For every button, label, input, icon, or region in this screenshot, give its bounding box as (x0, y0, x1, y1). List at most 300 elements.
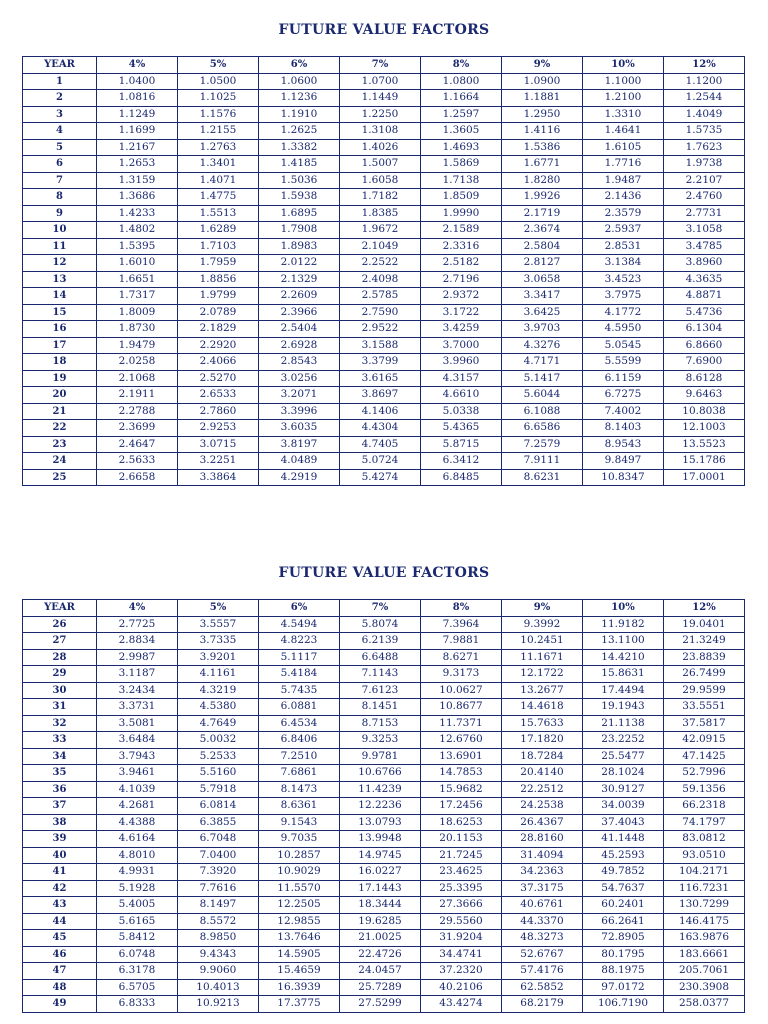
factor-cell: 1.3401 (178, 156, 259, 173)
factor-cell: 1.7317 (97, 288, 178, 305)
factor-cell: 5.6165 (97, 913, 178, 930)
factor-cell: 116.7231 (664, 880, 745, 897)
factor-cell: 66.2318 (664, 798, 745, 815)
table-row (23, 403, 745, 420)
year-cell: 5 (23, 139, 97, 156)
table-row (23, 946, 745, 963)
factor-cell: 24.2538 (502, 798, 583, 815)
table-row (23, 156, 745, 173)
year-cell: 29 (23, 666, 97, 683)
table-row (23, 255, 745, 272)
factor-cell: 40.2106 (421, 979, 502, 996)
factor-cell: 3.9201 (178, 649, 259, 666)
factor-cell: 5.7435 (259, 682, 340, 699)
table-header-row (23, 600, 745, 617)
factor-cell: 1.0500 (178, 73, 259, 90)
factor-cell: 6.0881 (259, 699, 340, 716)
year-cell: 20 (23, 387, 97, 404)
factor-cell: 15.1786 (664, 453, 745, 470)
factor-cell: 2.1049 (340, 238, 421, 255)
factor-cell: 25.3395 (421, 880, 502, 897)
factor-cell: 33.5551 (664, 699, 745, 716)
factor-cell: 62.5852 (502, 979, 583, 996)
factor-cell: 1.5735 (664, 123, 745, 140)
factor-cell: 5.8715 (421, 436, 502, 453)
factor-cell: 37.5817 (664, 715, 745, 732)
factor-cell: 4.5380 (178, 699, 259, 716)
factor-cell: 2.4760 (664, 189, 745, 206)
factor-cell: 2.1911 (97, 387, 178, 404)
factor-cell: 12.6760 (421, 732, 502, 749)
factor-cell: 93.0510 (664, 847, 745, 864)
table-row (23, 847, 745, 864)
factor-cell: 29.5560 (421, 913, 502, 930)
factor-cell: 1.0700 (340, 73, 421, 90)
year-cell: 38 (23, 814, 97, 831)
factor-cell: 1.4775 (178, 189, 259, 206)
factor-cell: 1.6058 (340, 172, 421, 189)
year-cell: 9 (23, 205, 97, 222)
factor-cell: 2.7590 (340, 304, 421, 321)
factor-cell: 2.1329 (259, 271, 340, 288)
factor-cell: 2.0789 (178, 304, 259, 321)
factor-cell: 13.6901 (421, 748, 502, 765)
table-row (23, 106, 745, 123)
factor-cell: 19.0401 (664, 616, 745, 633)
table-row (23, 453, 745, 470)
header-rate: 10% (583, 57, 664, 74)
factor-cell: 3.1722 (421, 304, 502, 321)
factor-cell: 2.8127 (502, 255, 583, 272)
factor-cell: 8.1403 (583, 420, 664, 437)
factor-cell: 2.5404 (259, 321, 340, 338)
factor-cell: 1.1000 (583, 73, 664, 90)
table-row (23, 913, 745, 930)
factor-cell: 6.3178 (97, 963, 178, 980)
table-row (23, 222, 745, 239)
factor-cell: 1.5036 (259, 172, 340, 189)
factor-cell: 4.3276 (502, 337, 583, 354)
factor-cell: 1.5395 (97, 238, 178, 255)
factor-cell: 5.0032 (178, 732, 259, 749)
factor-cell: 3.2434 (97, 682, 178, 699)
factor-cell: 8.6128 (664, 370, 745, 387)
factor-cell: 5.7918 (178, 781, 259, 798)
factor-cell: 6.8406 (259, 732, 340, 749)
factor-cell: 26.4367 (502, 814, 583, 831)
factor-cell: 20.4140 (502, 765, 583, 782)
factor-cell: 1.7623 (664, 139, 745, 156)
factor-cell: 2.1068 (97, 370, 178, 387)
table-row (23, 387, 745, 404)
factor-cell: 2.9987 (97, 649, 178, 666)
header-rate: 4% (97, 57, 178, 74)
header-rate: 7% (340, 57, 421, 74)
factor-cell: 1.4233 (97, 205, 178, 222)
factor-cell: 5.8412 (97, 930, 178, 947)
header-rate: 6% (259, 600, 340, 617)
factor-cell: 13.2677 (502, 682, 583, 699)
table-row (23, 73, 745, 90)
factor-cell: 52.6767 (502, 946, 583, 963)
factor-cell: 2.1436 (583, 189, 664, 206)
year-cell: 2 (23, 90, 97, 107)
year-cell: 49 (23, 996, 97, 1013)
factor-cell: 258.0377 (664, 996, 745, 1013)
factor-cell: 6.3855 (178, 814, 259, 831)
factor-cell: 2.2788 (97, 403, 178, 420)
factor-cell: 1.7138 (421, 172, 502, 189)
factor-cell: 6.6488 (340, 649, 421, 666)
factor-cell: 17.1443 (340, 880, 421, 897)
year-cell: 26 (23, 616, 97, 633)
factor-cell: 146.4175 (664, 913, 745, 930)
factor-cell: 1.3382 (259, 139, 340, 156)
factor-cell: 2.6928 (259, 337, 340, 354)
factor-cell: 12.2505 (259, 897, 340, 914)
table-row (23, 436, 745, 453)
year-cell: 33 (23, 732, 97, 749)
header-year: YEAR (23, 57, 97, 74)
factor-cell: 4.7171 (502, 354, 583, 371)
factor-cell: 1.1236 (259, 90, 340, 107)
factor-cell: 97.0172 (583, 979, 664, 996)
factor-cell: 1.8983 (259, 238, 340, 255)
factor-cell: 1.8509 (421, 189, 502, 206)
table-row (23, 337, 745, 354)
year-cell: 14 (23, 288, 97, 305)
factor-cell: 2.9372 (421, 288, 502, 305)
factor-cell: 5.4005 (97, 897, 178, 914)
factor-cell: 7.3920 (178, 864, 259, 881)
factor-cell: 18.7284 (502, 748, 583, 765)
table-title-years-26-49: FUTURE VALUE FACTORS (278, 565, 490, 581)
factor-cell: 1.7716 (583, 156, 664, 173)
factor-cell: 1.1249 (97, 106, 178, 123)
year-cell: 17 (23, 337, 97, 354)
year-cell: 39 (23, 831, 97, 848)
table-row (23, 897, 745, 914)
table-row (23, 616, 745, 633)
factor-cell: 4.4304 (340, 420, 421, 437)
factor-cell: 2.9522 (340, 321, 421, 338)
factor-cell: 106.7190 (583, 996, 664, 1013)
factor-cell: 1.4185 (259, 156, 340, 173)
table-row (23, 781, 745, 798)
factor-cell: 10.4013 (178, 979, 259, 996)
year-cell: 3 (23, 106, 97, 123)
factor-cell: 11.9182 (583, 616, 664, 633)
factor-cell: 1.1910 (259, 106, 340, 123)
factor-cell: 1.5513 (178, 205, 259, 222)
factor-cell: 2.7731 (664, 205, 745, 222)
table-row (23, 880, 745, 897)
factor-cell: 11.1671 (502, 649, 583, 666)
factor-cell: 2.3699 (97, 420, 178, 437)
factor-cell: 31.4094 (502, 847, 583, 864)
factor-cell: 2.5182 (421, 255, 502, 272)
table-row (23, 963, 745, 980)
factor-cell: 21.3249 (664, 633, 745, 650)
factor-cell: 10.8038 (664, 403, 745, 420)
year-cell: 13 (23, 271, 97, 288)
table-row (23, 831, 745, 848)
table-row (23, 864, 745, 881)
factor-cell: 14.4618 (502, 699, 583, 716)
factor-cell: 8.1473 (259, 781, 340, 798)
factor-cell: 1.2597 (421, 106, 502, 123)
factor-cell: 15.8631 (583, 666, 664, 683)
factor-cell: 1.2167 (97, 139, 178, 156)
factor-cell: 2.3966 (259, 304, 340, 321)
factor-cell: 27.5299 (340, 996, 421, 1013)
factor-cell: 3.7335 (178, 633, 259, 650)
factor-cell: 88.1975 (583, 963, 664, 980)
factor-cell: 8.6271 (421, 649, 502, 666)
factor-cell: 4.3635 (664, 271, 745, 288)
factor-cell: 21.7245 (421, 847, 502, 864)
factor-cell: 5.1928 (97, 880, 178, 897)
factor-cell: 3.2071 (259, 387, 340, 404)
year-cell: 10 (23, 222, 97, 239)
factor-cell: 1.6010 (97, 255, 178, 272)
factor-cell: 2.5270 (178, 370, 259, 387)
factor-cell: 1.3310 (583, 106, 664, 123)
year-cell: 30 (23, 682, 97, 699)
factor-cell: 7.0400 (178, 847, 259, 864)
factor-cell: 3.0715 (178, 436, 259, 453)
factor-cell: 7.2579 (502, 436, 583, 453)
factor-cell: 5.5160 (178, 765, 259, 782)
factor-cell: 1.3159 (97, 172, 178, 189)
factor-cell: 11.7371 (421, 715, 502, 732)
factor-cell: 14.7853 (421, 765, 502, 782)
factor-cell: 2.5785 (340, 288, 421, 305)
factor-cell: 3.1187 (97, 666, 178, 683)
factor-cell: 1.7908 (259, 222, 340, 239)
factor-cell: 1.5938 (259, 189, 340, 206)
factor-cell: 3.3417 (502, 288, 583, 305)
factor-cell: 2.7860 (178, 403, 259, 420)
header-rate: 7% (340, 600, 421, 617)
factor-cell: 4.7649 (178, 715, 259, 732)
year-cell: 16 (23, 321, 97, 338)
factor-cell: 1.2653 (97, 156, 178, 173)
factor-cell: 11.5570 (259, 880, 340, 897)
factor-cell: 2.0258 (97, 354, 178, 371)
factor-cell: 21.0025 (340, 930, 421, 947)
factor-cell: 4.2681 (97, 798, 178, 815)
header-rate: 8% (421, 57, 502, 74)
factor-cell: 3.1384 (583, 255, 664, 272)
factor-cell: 17.4494 (583, 682, 664, 699)
factor-cell: 5.0724 (340, 453, 421, 470)
factor-cell: 29.9599 (664, 682, 745, 699)
factor-cell: 4.6610 (421, 387, 502, 404)
factor-cell: 2.3579 (583, 205, 664, 222)
factor-cell: 22.4726 (340, 946, 421, 963)
factor-cell: 7.6123 (340, 682, 421, 699)
factor-cell: 8.5572 (178, 913, 259, 930)
factor-cell: 183.6661 (664, 946, 745, 963)
factor-cell: 6.1159 (583, 370, 664, 387)
factor-cell: 1.1449 (340, 90, 421, 107)
year-cell: 8 (23, 189, 97, 206)
factor-cell: 9.9060 (178, 963, 259, 980)
factor-cell: 40.6761 (502, 897, 583, 914)
factor-cell: 2.1829 (178, 321, 259, 338)
factor-cell: 1.2155 (178, 123, 259, 140)
factor-cell: 2.2522 (340, 255, 421, 272)
factor-cell: 10.6766 (340, 765, 421, 782)
factor-cell: 3.7975 (583, 288, 664, 305)
factor-cell: 28.1024 (583, 765, 664, 782)
table-row (23, 370, 745, 387)
factor-cell: 2.3316 (421, 238, 502, 255)
year-cell: 21 (23, 403, 97, 420)
factor-cell: 7.1143 (340, 666, 421, 683)
factor-cell: 45.2593 (583, 847, 664, 864)
factor-cell: 12.9855 (259, 913, 340, 930)
factor-cell: 2.0122 (259, 255, 340, 272)
factor-cell: 44.3370 (502, 913, 583, 930)
factor-cell: 15.7633 (502, 715, 583, 732)
factor-cell: 10.2451 (502, 633, 583, 650)
factor-cell: 6.2139 (340, 633, 421, 650)
factor-cell: 4.1406 (340, 403, 421, 420)
factor-cell: 7.7616 (178, 880, 259, 897)
factor-cell: 7.6861 (259, 765, 340, 782)
year-cell: 48 (23, 979, 97, 996)
factor-cell: 5.5599 (583, 354, 664, 371)
factor-cell: 43.4274 (421, 996, 502, 1013)
factor-cell: 4.8010 (97, 847, 178, 864)
year-cell: 37 (23, 798, 97, 815)
year-cell: 23 (23, 436, 97, 453)
factor-cell: 2.4066 (178, 354, 259, 371)
year-cell: 46 (23, 946, 97, 963)
header-rate: 10% (583, 600, 664, 617)
factor-cell: 6.5705 (97, 979, 178, 996)
header-rate: 9% (502, 600, 583, 617)
factor-cell: 5.2533 (178, 748, 259, 765)
factor-cell: 1.1881 (502, 90, 583, 107)
factor-cell: 34.4741 (421, 946, 502, 963)
factor-cell: 1.2100 (583, 90, 664, 107)
factor-cell: 7.2510 (259, 748, 340, 765)
factor-cell: 2.8543 (259, 354, 340, 371)
factor-cell: 16.0227 (340, 864, 421, 881)
factor-cell: 1.3605 (421, 123, 502, 140)
factor-cell: 7.3964 (421, 616, 502, 633)
header-rate: 8% (421, 600, 502, 617)
factor-cell: 1.4049 (664, 106, 745, 123)
year-cell: 34 (23, 748, 97, 765)
factor-cell: 12.1722 (502, 666, 583, 683)
year-cell: 31 (23, 699, 97, 716)
factor-cell: 17.0001 (664, 469, 745, 486)
table-row (23, 205, 745, 222)
table-row (23, 765, 745, 782)
factor-cell: 72.8905 (583, 930, 664, 947)
factor-cell: 5.4184 (259, 666, 340, 683)
factor-cell: 23.2252 (583, 732, 664, 749)
factor-cell: 22.2512 (502, 781, 583, 798)
factor-cell: 6.7275 (583, 387, 664, 404)
factor-cell: 1.5386 (502, 139, 583, 156)
factor-cell: 13.9948 (340, 831, 421, 848)
year-cell: 36 (23, 781, 97, 798)
table-row (23, 649, 745, 666)
header-rate: 9% (502, 57, 583, 74)
factor-cell: 1.0900 (502, 73, 583, 90)
factor-cell: 1.2625 (259, 123, 340, 140)
table-row (23, 814, 745, 831)
factor-cell: 8.9850 (178, 930, 259, 947)
factor-cell: 25.5477 (583, 748, 664, 765)
factor-cell: 1.2544 (664, 90, 745, 107)
factor-cell: 2.2920 (178, 337, 259, 354)
year-cell: 18 (23, 354, 97, 371)
factor-cell: 3.5081 (97, 715, 178, 732)
factor-cell: 5.8074 (340, 616, 421, 633)
factor-cell: 18.3444 (340, 897, 421, 914)
factor-cell: 24.0457 (340, 963, 421, 980)
factor-cell: 11.4239 (340, 781, 421, 798)
table-header-row (23, 57, 745, 74)
factor-cell: 48.3273 (502, 930, 583, 947)
year-cell: 4 (23, 123, 97, 140)
factor-cell: 1.8009 (97, 304, 178, 321)
factor-cell: 6.1304 (664, 321, 745, 338)
factor-cell: 1.8730 (97, 321, 178, 338)
factor-cell: 1.0400 (97, 73, 178, 90)
factor-cell: 6.8333 (97, 996, 178, 1013)
factor-cell: 8.9543 (583, 436, 664, 453)
factor-cell: 4.4388 (97, 814, 178, 831)
factor-cell: 60.2401 (583, 897, 664, 914)
factor-cell: 2.3674 (502, 222, 583, 239)
factor-cell: 1.9487 (583, 172, 664, 189)
factor-cell: 1.6895 (259, 205, 340, 222)
factor-cell: 1.4641 (583, 123, 664, 140)
factor-cell: 163.9876 (664, 930, 745, 947)
factor-cell: 3.3996 (259, 403, 340, 420)
factor-cell: 16.3939 (259, 979, 340, 996)
year-cell: 6 (23, 156, 97, 173)
factor-cell: 12.1003 (664, 420, 745, 437)
factor-cell: 8.7153 (340, 715, 421, 732)
table-row (23, 172, 745, 189)
factor-cell: 9.4343 (178, 946, 259, 963)
factor-cell: 1.3686 (97, 189, 178, 206)
table-row (23, 238, 745, 255)
factor-cell: 13.0793 (340, 814, 421, 831)
factor-cell: 8.1497 (178, 897, 259, 914)
factor-cell: 2.5937 (583, 222, 664, 239)
year-cell: 44 (23, 913, 97, 930)
table-row (23, 288, 745, 305)
factor-cell: 3.4523 (583, 271, 664, 288)
factor-cell: 12.2236 (340, 798, 421, 815)
factor-cell: 1.9672 (340, 222, 421, 239)
factor-cell: 4.1772 (583, 304, 664, 321)
factor-cell: 1.6105 (583, 139, 664, 156)
factor-cell: 6.1088 (502, 403, 583, 420)
factor-cell: 26.7499 (664, 666, 745, 683)
factor-cell: 3.0256 (259, 370, 340, 387)
factor-cell: 23.4625 (421, 864, 502, 881)
